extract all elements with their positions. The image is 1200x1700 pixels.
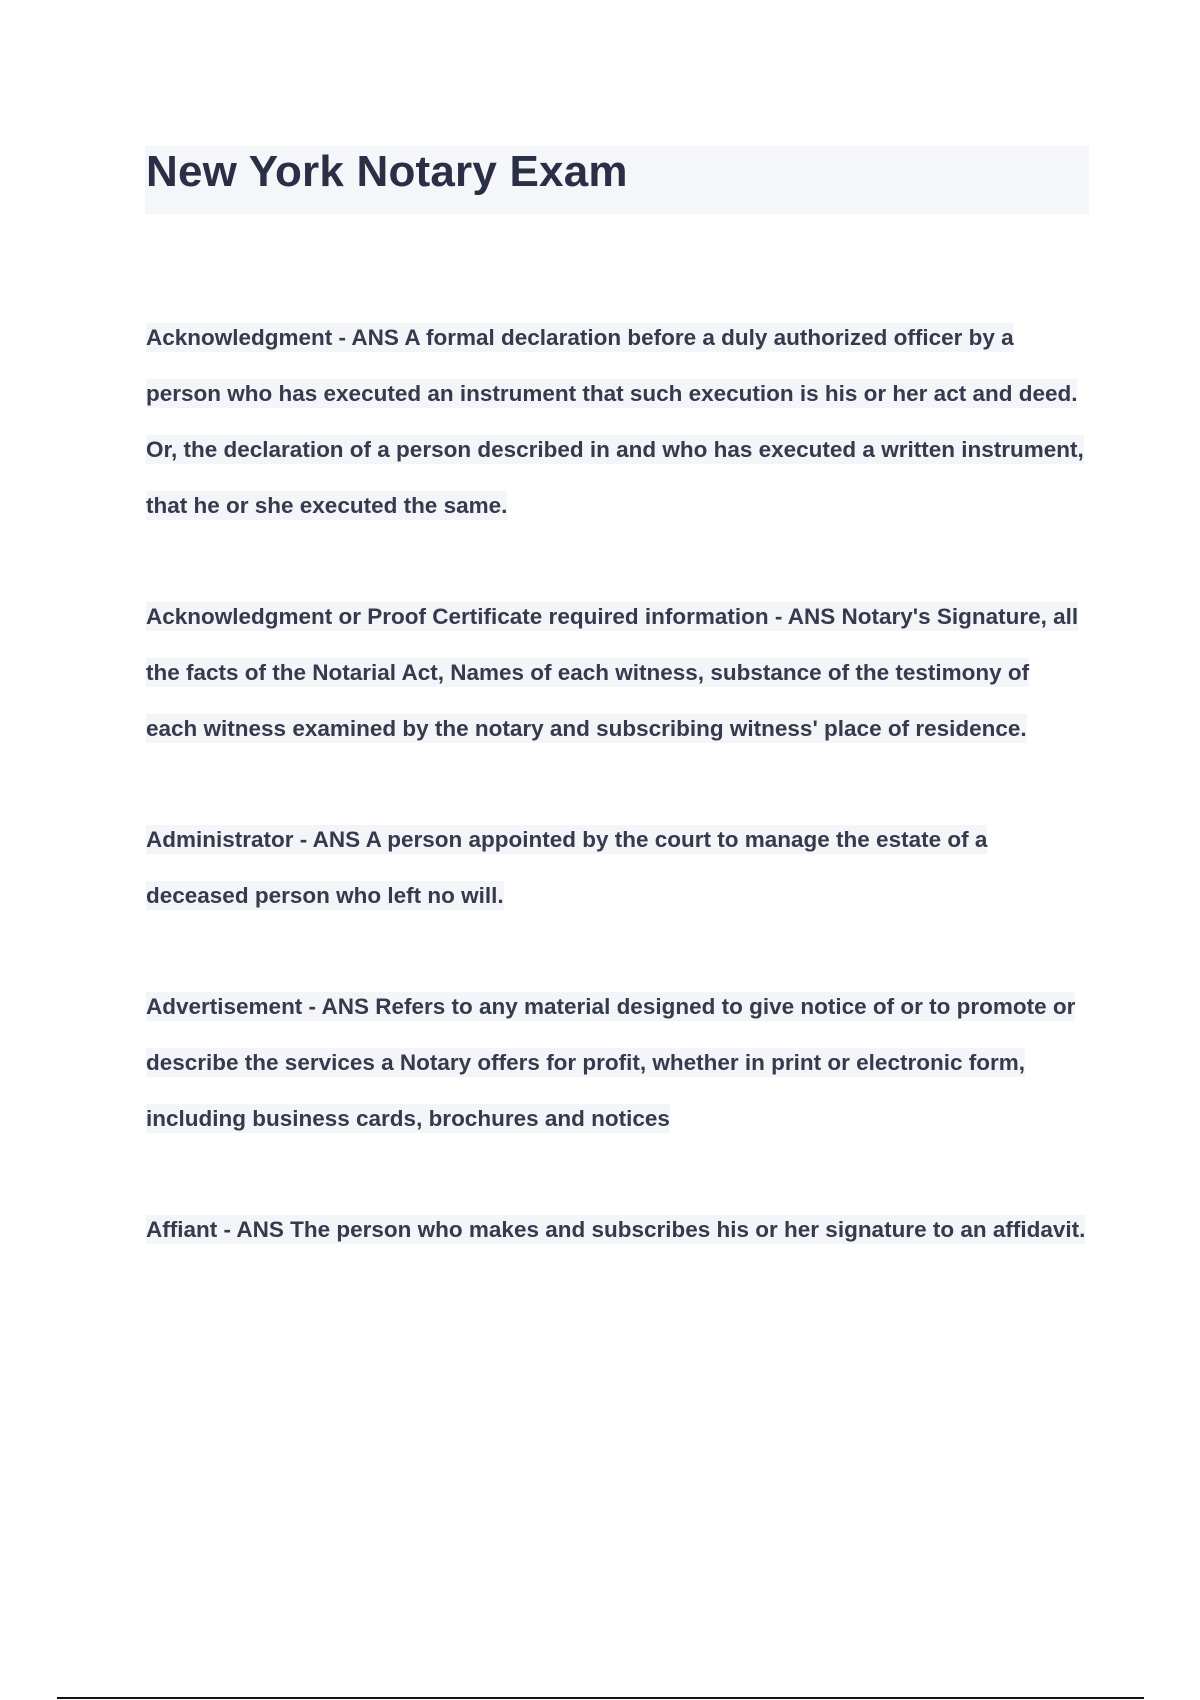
- entry-text: Acknowledgment or Proof Certificate required information - ANS Notary's Signature, all the facts of the Notarial Act, Names of each witness, substance of the testimony of each witness examined by the notary and subscribing witness' place of residence.: [146, 604, 1079, 741]
- page-title: New York Notary Exam: [146, 147, 628, 196]
- entry-list: [146, 310, 1086, 1313]
- entry-text: Acknowledgment - ANS A formal declaration before a duly authorized officer by a person who has executed an instrument that such execution is his or her act and deed. Or, the declaration of a person described in and who has executed a written instrument, that he or she executed the same.: [146, 325, 1084, 518]
- entry-affiant: [146, 1202, 1086, 1258]
- entry-advertisement: [146, 979, 1086, 1147]
- entry-certificate-info: [146, 589, 1086, 757]
- entry-text: Affiant - ANS The person who makes and subscribes his or her signature to an affidavit.: [146, 1217, 1086, 1242]
- entry-text: Advertisement - ANS Refers to any material designed to give notice of or to promote or describe the services a Notary offers for profit, whether in print or electronic form, including business cards, brochures and notices: [146, 994, 1076, 1131]
- entry-text: Administrator - ANS A person appointed by the court to manage the estate of a deceased person who left no will.: [146, 827, 988, 908]
- entry-administrator: [146, 812, 1086, 924]
- entry-acknowledgment: [146, 310, 1086, 534]
- footer-divider: [57, 1697, 1144, 1699]
